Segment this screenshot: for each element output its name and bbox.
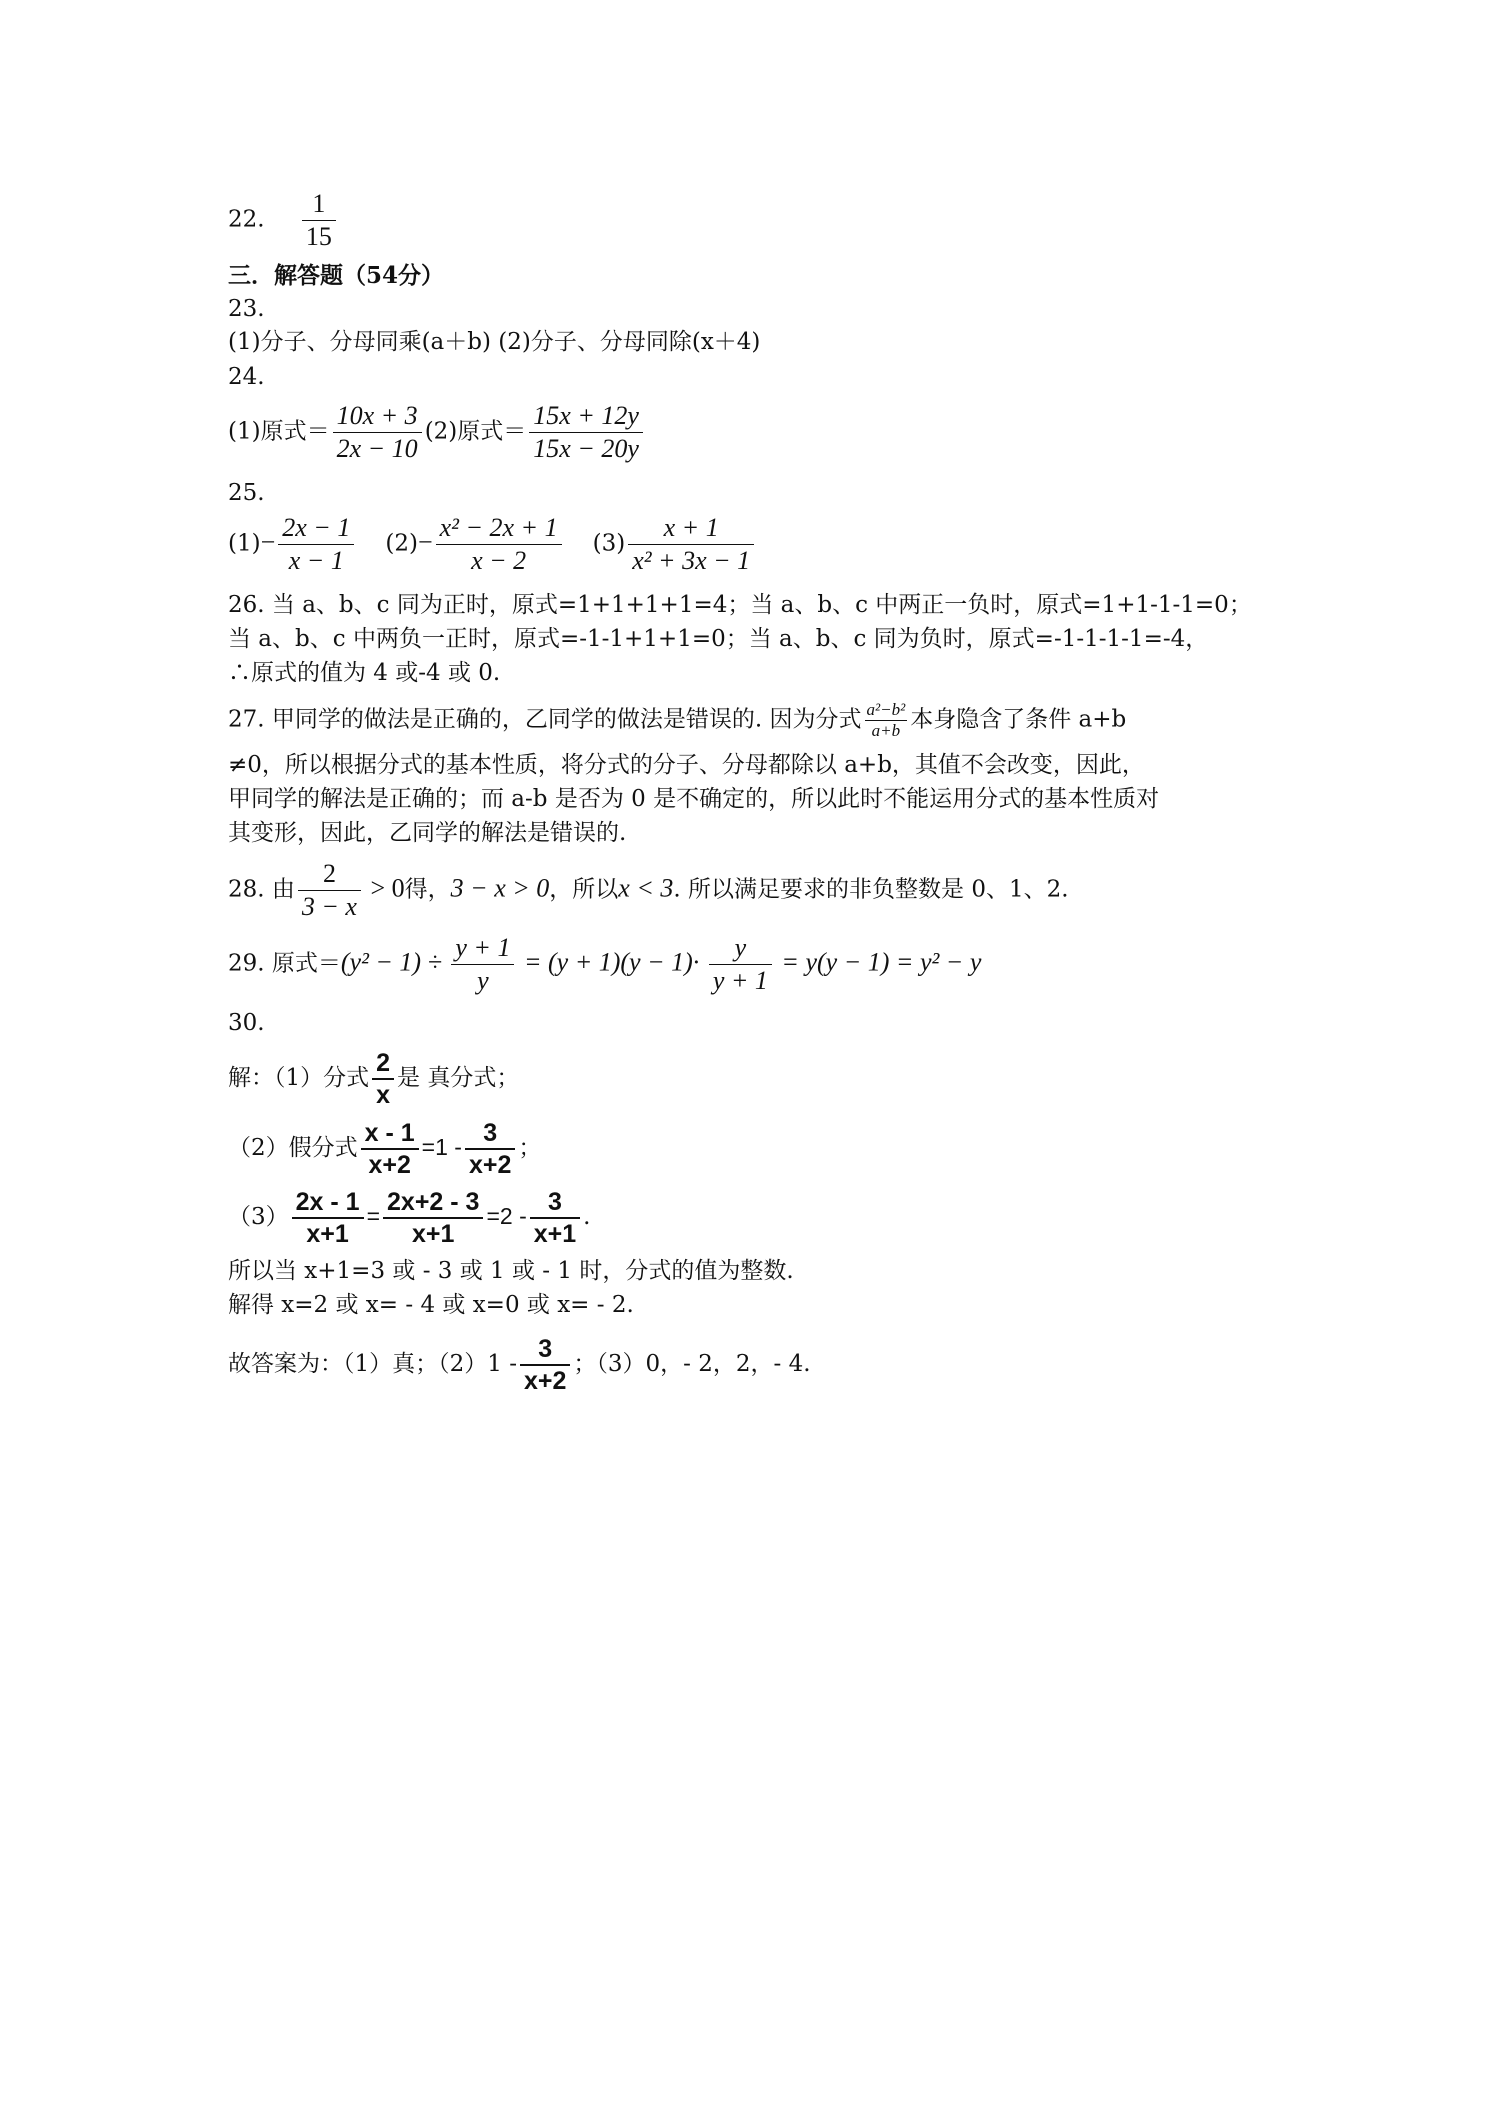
q26-line-2: 当 a、b、c 中两负一正时，原式=-1-1+1+1=0；当 a、b、c 同为负时，原式=-1-1-1-1=-4，	[228, 626, 1209, 652]
q30-line2-fraction-1: $\frac{x - 1}{x+2}$	[361, 1118, 419, 1180]
q22-fraction	[302, 188, 336, 253]
q29-fraction-1: $\frac{y + 1}{y}$	[451, 932, 514, 997]
q23-answer: (1)分子、分母同乘(a＋b) (2)分子、分母同除(x＋4)	[228, 329, 761, 355]
q24-part2-label: (2)原式＝	[424, 418, 527, 445]
q27-line-4: 其变形，因此，乙同学的解法是错误的.	[228, 820, 627, 846]
q30-line3-fraction-2: $\frac{2x+2 - 3}{x+1}$	[383, 1187, 483, 1249]
q30-line-6: 故答案为：（1）真；（2）1 - $\frac{3}{x+2}$ ；（3）0，- 2，2，- 4.	[228, 1335, 811, 1395]
q30-line2-fraction-2: $\frac{3}{x+2}$	[465, 1118, 515, 1180]
q23-number: 23.	[228, 296, 265, 322]
q28-line: 28. 由 $\frac{2}{3 - x}$ > 0得，3 − x > 0，所以x < 3. 所以满足要求的非负整数是 0、1、2.	[228, 859, 1069, 921]
q29-fraction-2: $\frac{y}{y + 1}$	[709, 932, 772, 997]
q30-line3-fraction-1: $\frac{2x - 1}{x+1}$	[292, 1187, 364, 1249]
q30-line-2: （2）假分式 $\frac{x - 1}{x+2}$ =1 - $\frac{3}{x+2}$ ；	[228, 1119, 542, 1179]
q22-line	[228, 188, 339, 253]
q29-line: 29. 原式＝(y² − 1) ÷ $\frac{y + 1}{y}$ = (y + 1)(y − 1)· $\frac{y}{y + 1}$ = y(y − 1) = y² − y	[228, 933, 982, 995]
q30-line-3: （3） $\frac{2x - 1}{x+1}$ = $\frac{2x+2 - 3}{x+1}$ =2 - $\frac{3}{x+1}$ .	[228, 1188, 591, 1248]
q27-line-1: 27. 甲同学的做法是正确的，乙同学的做法是错误的. 因为分式 $\frac{\text{a²−b²}}{a+b}$ 本身隐含了条件 a+b	[228, 700, 1127, 740]
q25-part3-fraction: $\frac{x + 1}{\text{x² + 3x − 1}}$	[628, 512, 754, 577]
q26-line-1: 26. 当 a、b、c 同为正时，原式=1+1+1+1=4；当 a、b、c 中两正一负时，原式=1+1-1-1=0；	[228, 592, 1252, 618]
q25-number: 25.	[228, 480, 265, 506]
q28-fraction: $\frac{2}{3 - x}$	[298, 858, 361, 923]
q26-line-3: ∴原式的值为 4 或-4 或 0.	[228, 660, 501, 686]
q25-part2-fraction: $\frac{\text{x² − 2x + 1}}{x - 2}$	[436, 512, 562, 577]
q30-line1-fraction: $\frac{2}{x}$	[372, 1048, 394, 1110]
q27-line-3: 甲同学的解法是正确的；而 a-b 是否为 0 是不确定的，所以此时不能运用分式的基本性质对	[228, 786, 1160, 812]
q30-line-5: 解得 x=2 或 x= - 4 或 x=0 或 x= - 2.	[228, 1292, 634, 1318]
q22-fraction-numerator: 1	[302, 188, 336, 221]
q24-answer	[228, 400, 646, 465]
q22-fraction-denominator: 15	[305, 222, 332, 251]
section-title: 三．解答题（54分）	[228, 262, 445, 289]
q30-line-4: 所以当 x+1=3 或 - 3 或 1 或 - 1 时，分式的值为整数.	[228, 1258, 794, 1284]
q22-number: 22.	[228, 206, 265, 233]
q30-line-1: 解：（1）分式 $\frac{2}{x}$ 是 真分式；	[228, 1049, 520, 1109]
q24-number: 24.	[228, 364, 265, 390]
q24-part1-fraction: $\frac{10x + 3}{2x - 10}$	[333, 400, 422, 465]
q30-line3-fraction-3: $\frac{3}{x+1}$	[530, 1187, 580, 1249]
q27-fraction: $\frac{\text{a²−b²}}{a+b}$	[866, 700, 906, 740]
q25-part1-fraction: $\frac{2x - 1}{x - 1}$	[278, 512, 354, 577]
q30-number: 30.	[228, 1010, 265, 1036]
q25-answer: (1)− $\frac{2x - 1}{x - 1}$ (2)− $\frac{\text{x² − 2x + 1}}{x - 2}$ (3) $\frac{x + 1}{\text{x² + 3x − 1}}$	[228, 512, 757, 577]
q30-line6-fraction: $\frac{3}{x+2}$	[520, 1334, 570, 1396]
q27-line-2: ≠0，所以根据分式的基本性质，将分式的分子、分母都除以 a+b，其值不会改变，因此，	[228, 752, 1145, 778]
q24-part1-label: (1)原式＝	[228, 418, 330, 445]
q24-part2-fraction: $\frac{15x + 12y}{15x - 20y}$	[529, 400, 643, 465]
